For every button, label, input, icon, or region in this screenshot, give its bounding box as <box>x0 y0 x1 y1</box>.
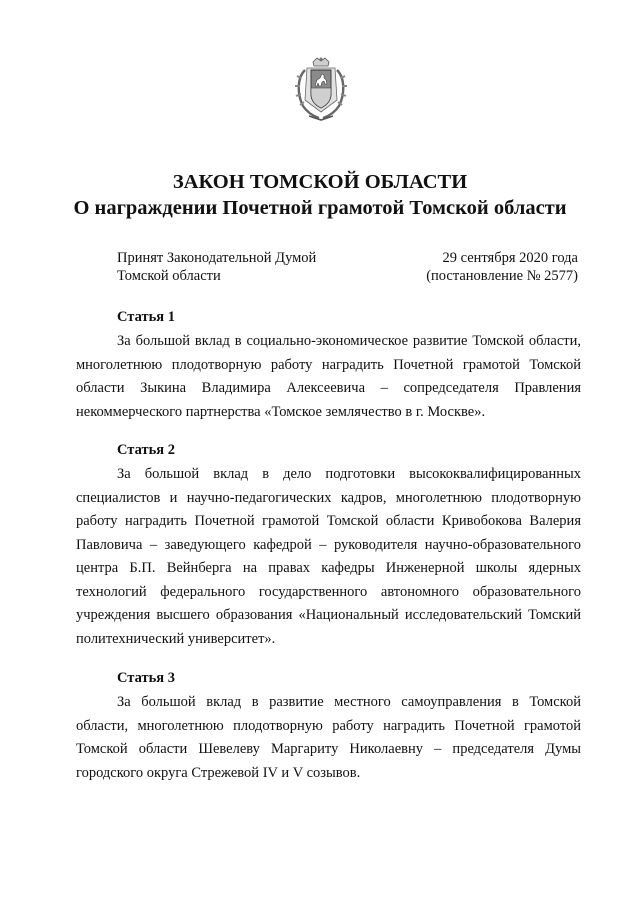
adoption-date: 29 сентября 2020 года <box>442 250 578 266</box>
article-1 <box>76 306 581 424</box>
law-title: ЗАКОН ТОМСКОЙ ОБЛАСТИ <box>172 171 468 193</box>
resolution-number: (постановление № 2577) <box>426 268 578 284</box>
article-text: За большой вклад в дело подготовки высококвалифицированных специалистов и научно-педагогических кадров, многолетнюю плодотворную работу наградить Почетной грамотой Томской области Кривобокова Валерия Павловича – заведующего кафедрой – руководителя научно-образовательного центра Б.П. Вейнберга на правах кафедры Инженерной школы ядерных технологий федерального государственного автономного образовательного учреждения высшего образования «Национальный исследовательский Томский политехнический университет». <box>76 466 581 647</box>
adopted-by-line1: Принят Законодательной Думой <box>117 250 317 266</box>
article-3 <box>76 667 581 785</box>
tomsk-coat-of-arms-icon <box>291 56 351 124</box>
law-subtitle: О награждении Почетной грамотой Томской области <box>73 197 567 219</box>
article-heading: Статья 2 <box>117 442 175 458</box>
article-2 <box>76 439 581 651</box>
article-text: За большой вклад в развитие местного самоуправления в Томской области, многолетнюю плодотворную работу наградить Почетной грамотой Томской области Шевелеву Маргариту Николаевну – председателя Думы городского округа Стрежевой IV и V созывов. <box>76 694 581 781</box>
adoption-info <box>117 249 316 285</box>
article-heading: Статья 3 <box>117 670 175 686</box>
article-heading: Статья 1 <box>117 309 175 325</box>
adoption-date-info <box>426 249 578 285</box>
article-text: За большой вклад в социально-экономическое развитие Томской области, многолетнюю плодотворную работу наградить Почетной грамотой Томской области Зыкина Владимира Алексеевича – сопредседателя Правления некоммерческого партнерства «Томское землячество в г. Москве». <box>76 333 581 420</box>
adopted-by-line2: Томской области <box>117 268 221 284</box>
